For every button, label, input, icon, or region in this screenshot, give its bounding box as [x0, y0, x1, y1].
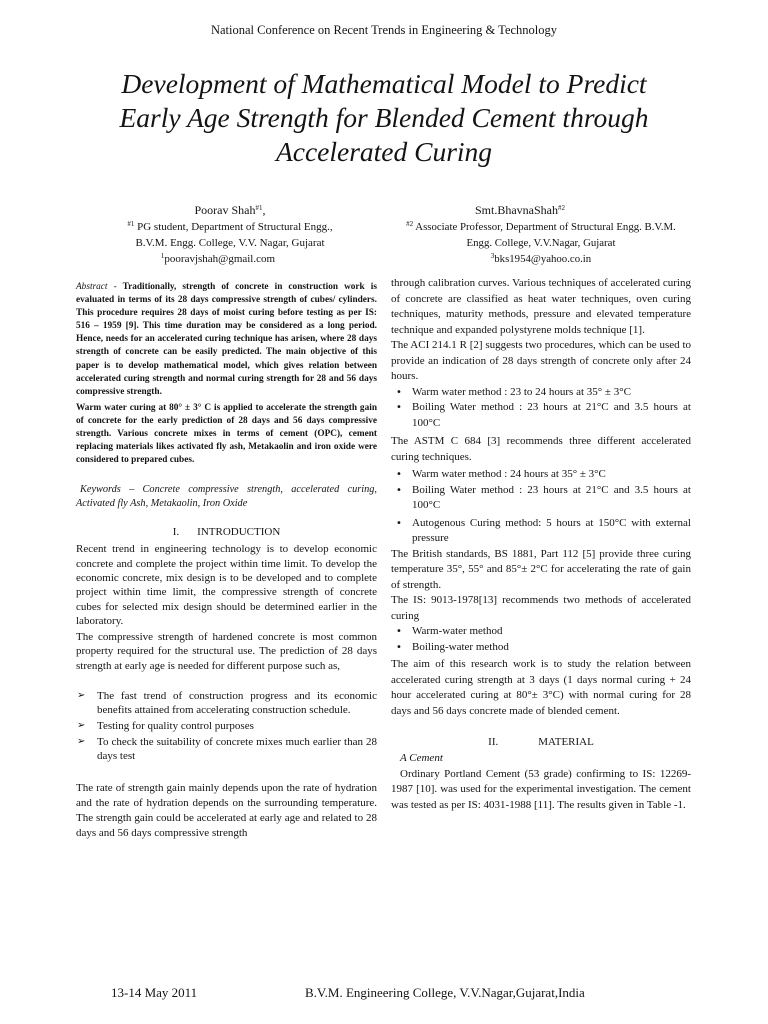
- section-heading: [391, 735, 691, 749]
- affiliation-superscript: #1: [127, 220, 135, 228]
- list-item: [391, 400, 691, 431]
- abstract: [76, 281, 377, 399]
- list-item: [391, 640, 691, 656]
- abstract-paragraph: Warm water curing at 80° ± 3° C is applied to accelerate the strength gain of concrete for the early prediction of 28 days and 56 days compressive strength. Various concrete mixes in terms of cement (OPC), cement replacing materials likes activated fly ash, Metakaolin and iron oxide were considered to prepared cubes.: [76, 402, 377, 466]
- footer-venue: B.V.M. Engineering College, V.V.Nagar,Gujarat,India: [305, 985, 585, 1000]
- purpose-list: [76, 689, 377, 763]
- author-affiliation: [391, 219, 691, 235]
- section-title: MATERIAL: [538, 736, 594, 748]
- section-title: INTRODUCTION: [197, 526, 281, 539]
- list-item: [76, 689, 377, 717]
- list-item: [391, 516, 691, 547]
- author-name-text: Smt.BhavnaShah: [475, 203, 558, 217]
- bullet-dot-icon: [396, 624, 402, 640]
- body-paragraph: The ASTM C 684 [3] recommends three different accelerated curing techniques.: [391, 435, 691, 463]
- email-text: pooravjshah@gmail.com: [164, 253, 276, 265]
- author-email: [391, 251, 691, 267]
- author-block-first: [76, 201, 384, 267]
- affiliation-superscript: #2: [406, 220, 414, 228]
- list-item-text: To check the suitability of concrete mixes much earlier than 28 days test: [97, 735, 377, 762]
- author-email: [76, 251, 384, 267]
- footer-date: 13-14 May 2011: [111, 985, 198, 1000]
- section-heading: [76, 525, 377, 539]
- affiliation-text: Associate Professor, Department of Structural Engg. B.V.M.: [415, 221, 676, 233]
- bullet-dot-icon: [396, 467, 402, 483]
- bullet-dot-icon: [396, 400, 402, 416]
- author-block-second: [391, 201, 691, 267]
- arrow-bullet-icon: [77, 689, 85, 703]
- abstract-text: Traditionally, strength of concrete in construction work is evaluated in terms of its 28 days compressive strength of cubes/ cylinders. This procedure requires 28 days of moist curing before testing as per IS: 516 – 1959 [9]. This time duration may be considered as a long period. Hence, needs for an accelerated curing technique has arisen, where 28 days strength of concrete can be easily predicted. The main objective of this paper is to develop mathematical model, which gives relation between accelerated curing strength and normal curing strength for 28 and 56 days compressive strength.: [76, 282, 377, 397]
- arrow-bullet-icon: [77, 719, 85, 733]
- section-number: I.: [172, 526, 180, 539]
- title-line: Early Age Strength for Blended Cement through: [119, 102, 649, 133]
- list-item-text: Boiling Water method : 23 hours at 21°C and 3.5 hours at 100°C: [412, 401, 691, 429]
- keywords-text: Concrete compressive strength, accelerated curing, Activated fly Ash, Metakaolin, Iron Oxide: [76, 484, 377, 510]
- body-paragraph: The aim of this research work is to study the relation between accelerated curing strength at 3 days (1 days normal curing + 24 hour accelerated curing at 80°± 3°C) with normal curing for 28 days and 56 days concrete made of blended cement.: [391, 658, 691, 717]
- author-name-punctuation: ,: [262, 203, 266, 217]
- aci-method-list: [391, 385, 691, 432]
- author-name: [76, 201, 384, 219]
- email-superscript: 1: [160, 252, 165, 260]
- is-method-list: [391, 624, 691, 655]
- conference-header: National Conference on Recent Trends in Engineering & Technology: [210, 23, 558, 37]
- author-superscript: #2: [558, 204, 565, 212]
- bullet-dot-icon: [396, 385, 402, 401]
- affiliation-text: PG student, Department of Structural Engg.,: [137, 221, 333, 233]
- left-column: [76, 281, 377, 841]
- list-item: [391, 467, 691, 483]
- list-item-text: Autogenous Curing method: 5 hours at 150°C with external pressure: [412, 516, 691, 544]
- list-item-text: Boiling Water method : 23 hours at 21°C and 3.5 hours at 100°C: [412, 483, 691, 511]
- list-item-text: Warm water method : 24 hours at 35° ± 3°C: [412, 468, 606, 480]
- paper-title: [0, 67, 768, 169]
- list-item-text: The fast trend of construction progress and its economic benefits attained from accelerating construction schedule.: [97, 689, 377, 716]
- email-superscript: 3: [490, 252, 495, 260]
- author-affiliation: [76, 219, 384, 235]
- list-item: [391, 624, 691, 640]
- section-number: II.: [488, 736, 499, 748]
- title-line: Accelerated Curing: [275, 136, 493, 167]
- author-name-text: Poorav Shah: [194, 203, 256, 217]
- author-name: [391, 201, 691, 219]
- title-line: Development of Mathematical Model to Predict: [121, 68, 647, 99]
- body-paragraph: Ordinary Portland Cement (53 grade) confirming to IS: 12269-1987 [10]. was used for the experimental investigation. The cement was tested as per IS: 4031-1988 [11]. The results given in Table -1.: [391, 767, 691, 811]
- abstract-label: Abstract -: [76, 282, 117, 292]
- right-column: [391, 276, 691, 813]
- bullet-dot-icon: [396, 483, 402, 499]
- body-paragraph: The compressive strength of hardened concrete is most common property required for the structural use. The prediction of 28 days strength at early age is needed for different purpose such as,: [76, 631, 377, 672]
- keywords-label: Keywords –: [80, 484, 135, 496]
- subsection-heading: A Cement: [400, 752, 443, 764]
- body-paragraph: The rate of strength gain mainly depends upon the rate of hydration and the rate of hydration depends on the surrounding temperature. The strength gain could be accelerated at early age and related to 28 days and 56 days compressive strength: [76, 781, 377, 839]
- list-item-text: Warm water method : 23 to 24 hours at 35° ± 3°C: [412, 385, 631, 398]
- keywords: [76, 483, 377, 511]
- list-item-text: Boiling-water method: [412, 640, 509, 653]
- body-paragraph: The IS: 9013-1978[13] recommends two methods of accelerated curing: [391, 594, 691, 622]
- list-item: [391, 385, 691, 401]
- bullet-dot-icon: [396, 640, 402, 656]
- author-affiliation: Engg. College, V.V.Nagar, Gujarat: [466, 237, 616, 249]
- body-paragraph: The ACI 214.1 R [2] suggests two procedures, which can be used to provide an indication of 28 days strength of concrete only after 24 hours.: [391, 339, 691, 382]
- body-paragraph: Recent trend in engineering technology is to develop economic concrete and complete the project within time limit. To develop the economic concrete, mix design is to be developed and to complete project within time limit, the compressive strength of concrete cubes for selected mix design should be determined earlier in the laboratory.: [76, 543, 377, 627]
- email-text: bks1954@yahoo.co.in: [494, 253, 592, 265]
- list-item: [76, 719, 377, 733]
- list-item-text: Testing for quality control purposes: [97, 719, 254, 732]
- body-paragraph: The British standards, BS 1881, Part 112 [5] provide three curing temperature 35°, 55° and 85°± 2°C for accelerating the rate of gain of strength.: [391, 547, 691, 591]
- body-paragraph: through calibration curves. Various techniques of accelerated curing of concrete are classified as heat water techniques, oven curing techniques, maturity methods, pressure and elevated temperature technique and expanded polystyrene molds technique [1].: [391, 277, 691, 336]
- list-item: [76, 735, 377, 763]
- astm-method-list: [391, 467, 691, 547]
- author-affiliation: B.V.M. Engg. College, V.V. Nagar, Gujarat: [135, 237, 325, 249]
- author-superscript: #1: [255, 204, 263, 212]
- bullet-dot-icon: [396, 516, 402, 532]
- list-item: [391, 483, 691, 514]
- arrow-bullet-icon: [77, 735, 85, 749]
- list-item-text: Warm-water method: [412, 625, 503, 637]
